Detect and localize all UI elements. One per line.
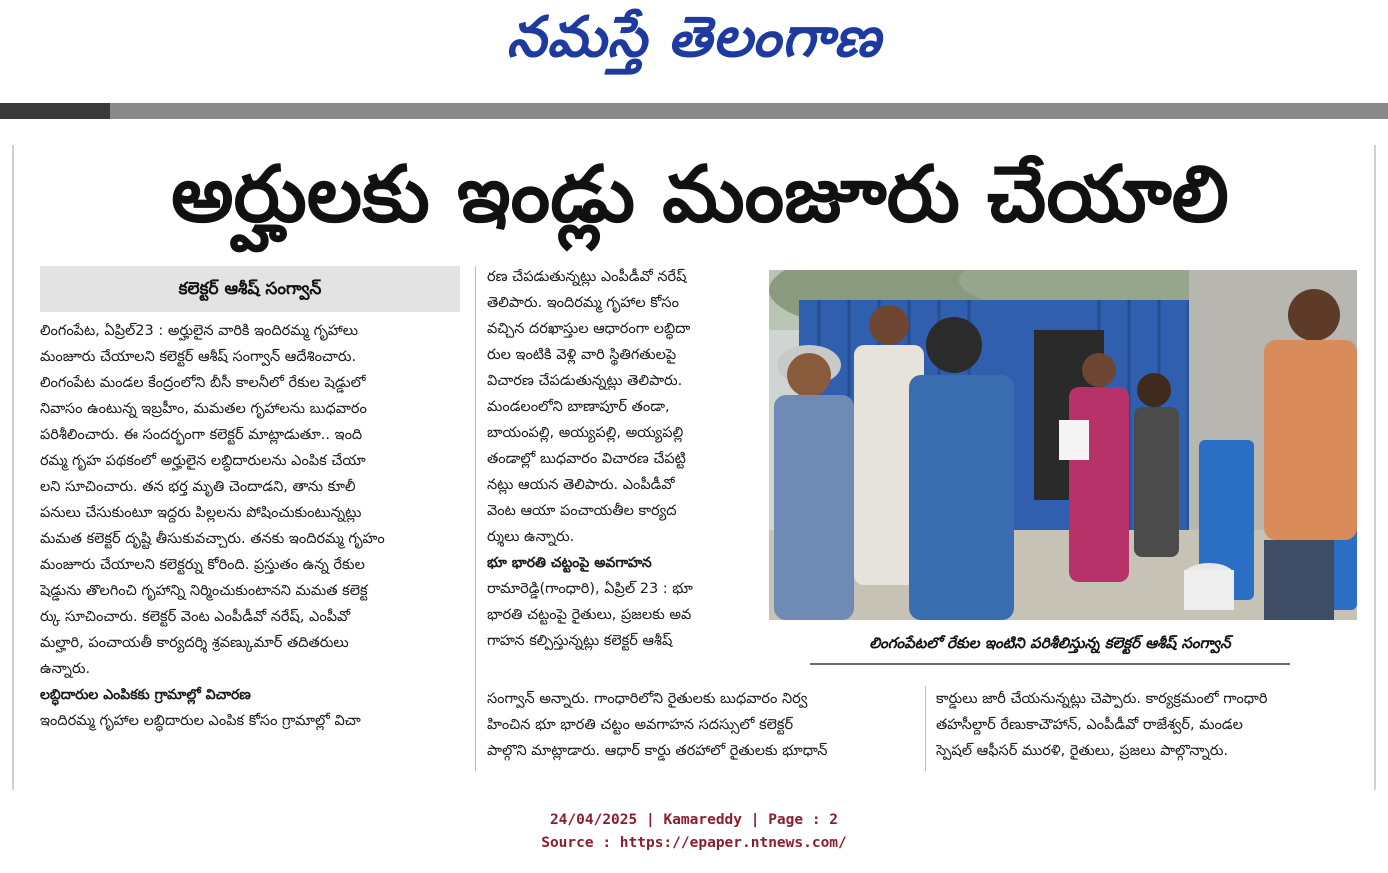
article-column-2	[487, 264, 755, 654]
text-line: మల్హారి, పంచాయతీ కార్యదర్శి శ్రవణ్కుమార్ తదితరులు	[40, 635, 349, 651]
text-line: పనులు చేసుకుంటూ ఇద్దరు పిల్లలను పోషించుకుంటున్నట్లు	[40, 505, 362, 521]
photo-caption: లింగంపేటలో రేకుల ఇంటిని పరిశీలిస్తున్న కలెక్టర్ ఆశీష్ సంగ్వాన్	[869, 634, 1231, 652]
header-rule-grey	[110, 103, 1388, 119]
text-line: రామారెడ్డి(గాంధారి), ఏప్రిల్ 23 : భూ	[487, 581, 693, 597]
column-divider	[475, 266, 476, 771]
text-line: పాల్గొని మాట్లాడారు. ఆధార్ కార్డు తరహాలో రైతులకు భూధాన్	[487, 743, 828, 759]
text-line: షెడ్డును తొలగించి గృహాన్ని నిర్మించుకుంటానని మమత కలెక్ట	[40, 583, 368, 599]
text-line: పరిశీలించారు. ఈ సందర్భంగా కలెక్టర్ మాట్లాడుతూ.. ఇంది	[40, 427, 363, 443]
text-line: తెలిపారు. ఇందిరమ్మ గృహాల కోసం	[487, 295, 679, 311]
column-divider	[925, 686, 926, 771]
text-line: ర్శులు ఉన్నారు.	[487, 529, 575, 545]
caption-underline	[810, 663, 1290, 665]
subheading-beneficiary-selection: లబ్ధిదారుల ఎంపికకు గ్రామాల్లో విచారణ	[40, 687, 251, 703]
text-line: నట్లు ఆయన తెలిపారు. ఎంపీడీవో	[487, 477, 675, 493]
text-line: ఉన్నారు.	[40, 661, 91, 677]
text-line: లని సూచించారు. తన భర్త మృతి చెందాడని, తాను కూలీ	[40, 479, 356, 495]
text-line: ఇందిరమ్మ గృహాల లబ్ధిదారుల ఎంపిక కోసం గ్రామాల్లో విచా	[40, 713, 361, 729]
footer-source-link[interactable]: Source : https://epaper.ntnews.com/	[541, 835, 847, 851]
clipping-border-left	[12, 145, 14, 790]
text-line: ర్కు సూచించారు. కలెక్టర్ వెంట ఎంపీడీవో నరేష్, ఎంపీవో	[40, 609, 351, 625]
text-line: బాయంపల్లి, అయ్యపల్లి, అయ్యపల్లి	[487, 425, 684, 441]
footer-date-edition: 24/04/2025 | Kamareddy | Page : 2	[549, 812, 839, 828]
text-line: వచ్చిన దరఖాస్తుల ఆధారంగా లబ్ధిదా	[487, 321, 691, 337]
text-line: విచారణ చేపడుతున్నట్లు తెలిపారు.	[487, 373, 683, 389]
header-rule-dark	[0, 103, 110, 119]
text-line: లింగంపేట, ఏప్రిల్23 : అర్హులైన వారికి ఇందిరమ్మ గృహాలు	[40, 323, 359, 339]
text-line: కార్డులు జారీ చేయనున్నట్లు చెప్పారు. కార్యక్రమంలో గాంధారి	[936, 691, 1268, 707]
text-line: మండలంలోని బాణాపూర్ తండా,	[487, 399, 670, 415]
text-line: వెంట ఆయా పంచాయతీల కార్యద	[487, 503, 677, 519]
text-line: మమత కలెక్టర్ దృష్టి తీసుకువచ్చారు. తనకు ఇందిరమ్మ గృహం	[40, 531, 385, 547]
article-column-1	[40, 318, 465, 734]
newspaper-logo: నమస్తే తెలంగాణ	[506, 4, 882, 70]
article-photo	[769, 270, 1357, 620]
text-line: తహసీల్దార్ రేణుకాచౌహాన్, ఎంపీడీవో రాజేశ్వర్, మండల	[936, 717, 1243, 733]
text-line: లింగంపేట మండల కేంద్రంలోని బీసీ కాలనీలో రేకుల షెడ్డులో	[40, 375, 366, 391]
clipping-border-right	[1374, 145, 1376, 790]
text-line: హించిన భూ భారతి చట్టం అవగాహన సదస్సులో కలెక్టర్	[487, 717, 794, 733]
text-line: తండాల్లో బుధవారం విచారణ చేపట్టి	[487, 451, 686, 467]
subheading-bhu-bharati: భూ భారతి చట్టంపై అవగాహన	[487, 555, 652, 571]
article-headline: అర్హులకు ఇండ్లు మంజూరు చేయాలి	[171, 150, 1229, 240]
text-line: భారతి చట్టంపై రైతులు, ప్రజలకు అవ	[487, 607, 692, 623]
text-line: నివాసం ఉంటున్న ఇబ్రహీం, మమతల గృహాలను బుధవారం	[40, 401, 367, 417]
text-line: గాహన కల్పిస్తున్నట్లు కలెక్టర్ ఆశీష్	[487, 633, 673, 649]
text-line: సంగ్వాన్ అన్నారు. గాంధారిలోని రైతులకు బుధవారం నిర్వ	[487, 691, 808, 707]
text-line: మంజూరు చేయాలని కలెక్టర్ ఆశీష్ సంగ్వాన్ ఆదేశించారు.	[40, 349, 357, 365]
masthead	[0, 0, 1388, 78]
article-bottom-left	[487, 686, 917, 764]
article-byline: కలెక్టర్ ఆశీష్ సంగ్వాన్	[40, 266, 460, 312]
text-line: మంజూరు చేయాలని కలెక్టర్ను కోరింది. ప్రస్తుతం ఉన్న రేకుల	[40, 557, 365, 573]
article-bottom-right	[936, 686, 1356, 764]
text-line: రుల ఇంటికి వెళ్లి వారి స్థితిగతులపై	[487, 347, 677, 363]
text-line: రణ చేపడుతున్నట్లు ఎంపీడీవో నరేష్	[487, 269, 687, 285]
text-line: స్పెషల్ ఆఫీసర్ మురళి, రైతులు, ప్రజలు పాల్గొన్నారు.	[936, 743, 1229, 759]
text-line: రమ్మ గృహ పథకంలో అర్హులైన లబ్ధిదారులను ఎంపిక చేయా	[40, 453, 366, 469]
